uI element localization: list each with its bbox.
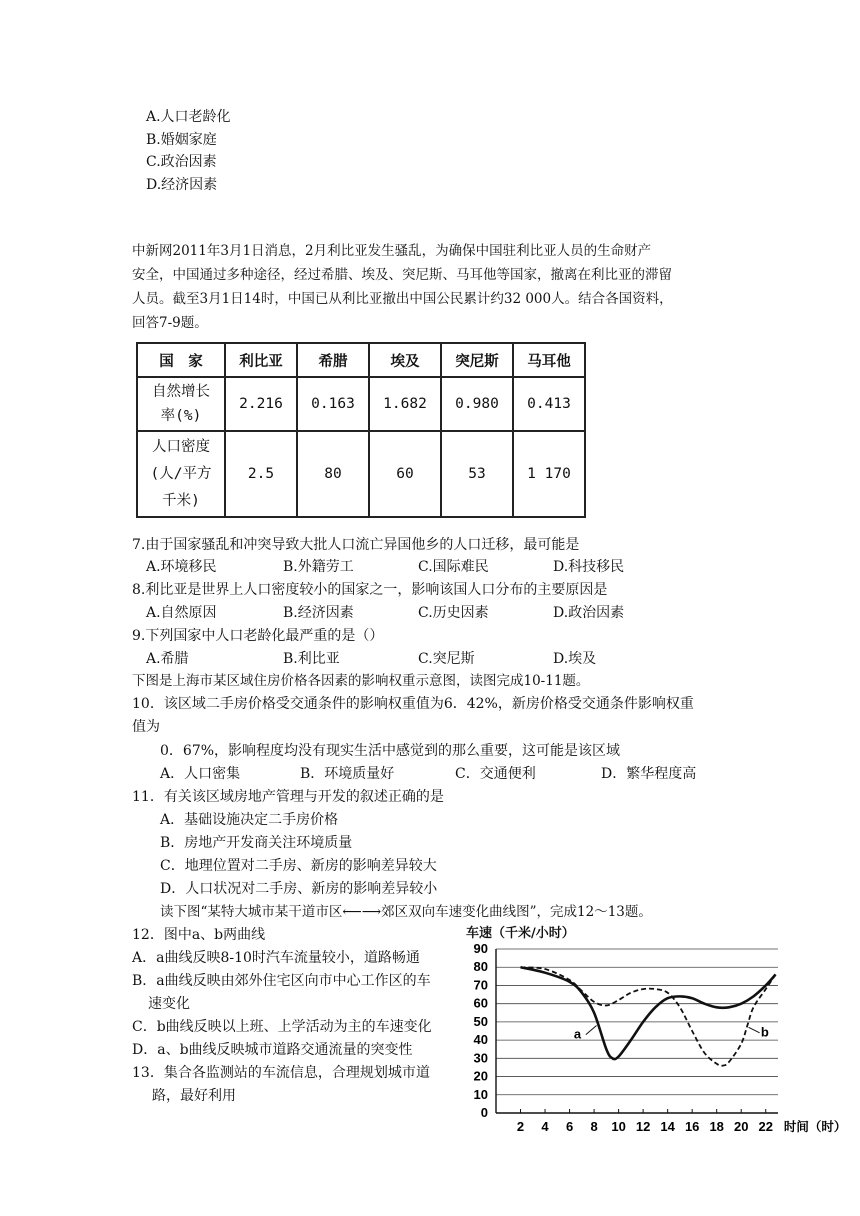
table-cell: 60: [369, 431, 441, 517]
q12-option: D．a、b曲线反映城市道路交通流量的突变性: [132, 1042, 413, 1058]
table-cell: 0.980: [441, 377, 513, 431]
series-label-a: a: [573, 1026, 582, 1042]
q12-option: C．b曲线反映以上班、上学活动为主的车速变化: [132, 1019, 432, 1035]
q7-stem: 7.由于国家骚乱和冲突导致大批人口流亡异国他乡的人口迁移，最可能是: [132, 537, 580, 553]
x-tick-label: 18: [709, 1119, 724, 1134]
q10-stem: 0．67%，影响程度均没有现实生活中感觉到的那么重要，这可能是该区域: [160, 743, 621, 759]
population-table: [136, 342, 586, 518]
y-tick-label: 50: [473, 1013, 488, 1029]
q10-stem: 值为: [132, 719, 160, 735]
q7-option: B.外籍劳工: [283, 559, 354, 575]
q7-option: C.国际难民: [418, 559, 489, 575]
chart-ylabel: 车速（千米/小时）: [466, 926, 575, 941]
q10-option: D．繁华程度高: [601, 766, 697, 782]
table-cell: 0.163: [297, 377, 369, 431]
q7-option: D.科技移民: [553, 559, 625, 575]
q10-option: B．环境质量好: [300, 766, 395, 782]
q12-option: B．a曲线反映由郊外住宅区向市中心工作区的车: [132, 973, 431, 989]
y-tick-label: 70: [473, 977, 488, 993]
table-header-cell: 希腊: [297, 343, 369, 377]
y-tick-label: 60: [473, 995, 488, 1011]
q10-stem: 10．该区域二手房价格受交通条件的影响权重值为6．42%，新房价格受交通条件影响权重: [132, 696, 694, 712]
table-header-cell: 突尼斯: [441, 343, 513, 377]
table-cell: 2.5: [225, 431, 297, 517]
table-cell: 0.413: [513, 377, 585, 431]
q13-stem: 路，最好利用: [152, 1088, 236, 1104]
x-tick-label: 20: [733, 1119, 749, 1134]
label-line: 人口密度: [152, 438, 210, 455]
q8-option: C.历史因素: [418, 605, 489, 621]
intro-10-11: 下图是上海市某区域住房价格各因素的影响权重示意图，读图完成10-11题。: [132, 673, 590, 689]
intro-line: 人员。截至3月1日14时，中国已从利比亚撤出中国公民累计约32 000人。结合各国资料，: [132, 291, 673, 307]
q8-option: B.经济因素: [283, 605, 354, 621]
q11-option: C．地理位置对二手房、新房的影响差异较大: [160, 858, 437, 874]
y-tick-label: 40: [473, 1032, 488, 1048]
series-label-b: b: [760, 1024, 769, 1040]
intro-line: 回答7-9题。: [132, 315, 208, 331]
x-tick-label: 14: [660, 1119, 675, 1134]
intro-line: 安全，中国通过多种途径，经过希腊、埃及、突尼斯、马耳他等国家，撤离在利比亚的滞留: [132, 267, 672, 283]
table-cell: 80: [297, 431, 369, 517]
label-line: 自然增长: [152, 384, 210, 400]
q13-stem: 13．集合各监测站的车流信息，合理规划城市道: [132, 1065, 430, 1081]
series-a-leader: [586, 1026, 597, 1035]
x-tick-label: 6: [565, 1119, 574, 1134]
table-header-cell: 利比亚: [225, 343, 297, 377]
q12-option: A．a曲线反映8-10时汽车流量较小，道路畅通: [132, 950, 420, 966]
q9-option: B.利比亚: [283, 651, 340, 667]
q8-option: D.政治因素: [553, 605, 625, 621]
x-tick-label: 16: [684, 1119, 700, 1134]
q8-option: A.自然原因: [146, 605, 217, 621]
label-line: (人/平方: [150, 465, 212, 482]
q10-option: C．交通便利: [455, 766, 536, 782]
table-header-cell: 埃及: [369, 343, 441, 377]
label-line: 千米): [162, 492, 200, 509]
series-line-a: [521, 967, 776, 1059]
prev-option-d: D.经济因素: [146, 177, 218, 193]
x-tick-label: 4: [541, 1119, 549, 1134]
prev-option-b: B.婚姻家庭: [146, 132, 217, 148]
y-tick-label: 20: [473, 1068, 488, 1084]
prev-option-a: A.人口老龄化: [146, 109, 231, 125]
x-tick-label: 8: [590, 1119, 598, 1134]
label-line: 率(%): [160, 408, 202, 424]
y-tick-label: 90: [473, 941, 488, 956]
q10-option: A．人口密集: [160, 766, 241, 782]
x-axis-label: 时间（时）: [783, 1120, 847, 1134]
table-header-cell: 国 家: [137, 343, 225, 377]
series-b-leader: [749, 1027, 760, 1032]
q12-stem: 12．图中a、b两曲线: [132, 927, 266, 943]
q7-option: A.环境移民: [146, 559, 217, 575]
table-row-label: [137, 431, 225, 517]
q11-option: A．基础设施决定二手房价格: [160, 812, 339, 828]
q9-option: C.突尼斯: [418, 651, 475, 667]
y-tick-label: 0: [480, 1105, 488, 1120]
y-tick-label: 30: [473, 1050, 488, 1066]
q11-option: D．人口状况对二手房、新房的影响差异较小: [160, 881, 438, 897]
table-header-cell: 马耳他: [513, 343, 585, 377]
table-row-label: [137, 377, 225, 431]
x-tick-label: 10: [611, 1119, 626, 1134]
x-tick-label: 22: [758, 1119, 773, 1134]
table-cell: 1.682: [369, 377, 441, 431]
table-cell: 53: [441, 431, 513, 517]
intro-line: 中新网2011年3月1日消息，2月利比亚发生骚乱，为确保中国驻利比亚人员的生命财产: [132, 243, 652, 259]
table-cell: 2.216: [225, 377, 297, 431]
x-tick-label: 2: [516, 1119, 525, 1134]
q9-stem: 9.下列国家中人口老龄化最严重的是（）: [132, 628, 384, 644]
prev-option-c: C.政治因素: [146, 154, 217, 170]
table-cell: 1 170: [513, 431, 585, 517]
speed-chart: [450, 940, 847, 1170]
q8-stem: 8.利比亚是世界上人口密度较小的国家之一，影响该国人口分布的主要原因是: [132, 582, 608, 598]
y-tick-label: 80: [473, 959, 488, 975]
q9-option: A.希腊: [146, 651, 189, 667]
intro-12-13: 读下图“某特大城市某干道市区⟵⟶郊区双向车速变化曲线图”，完成12～13题。: [160, 904, 652, 920]
q12-option: 速变化: [148, 996, 190, 1012]
q11-option: B．房地产开发商关注环境质量: [160, 835, 353, 851]
q9-option: D.埃及: [553, 651, 597, 667]
q11-stem: 11．有关该区域房地产管理与开发的叙述正确的是: [132, 789, 444, 805]
x-tick-label: 12: [635, 1119, 651, 1134]
y-tick-label: 10: [473, 1086, 488, 1102]
